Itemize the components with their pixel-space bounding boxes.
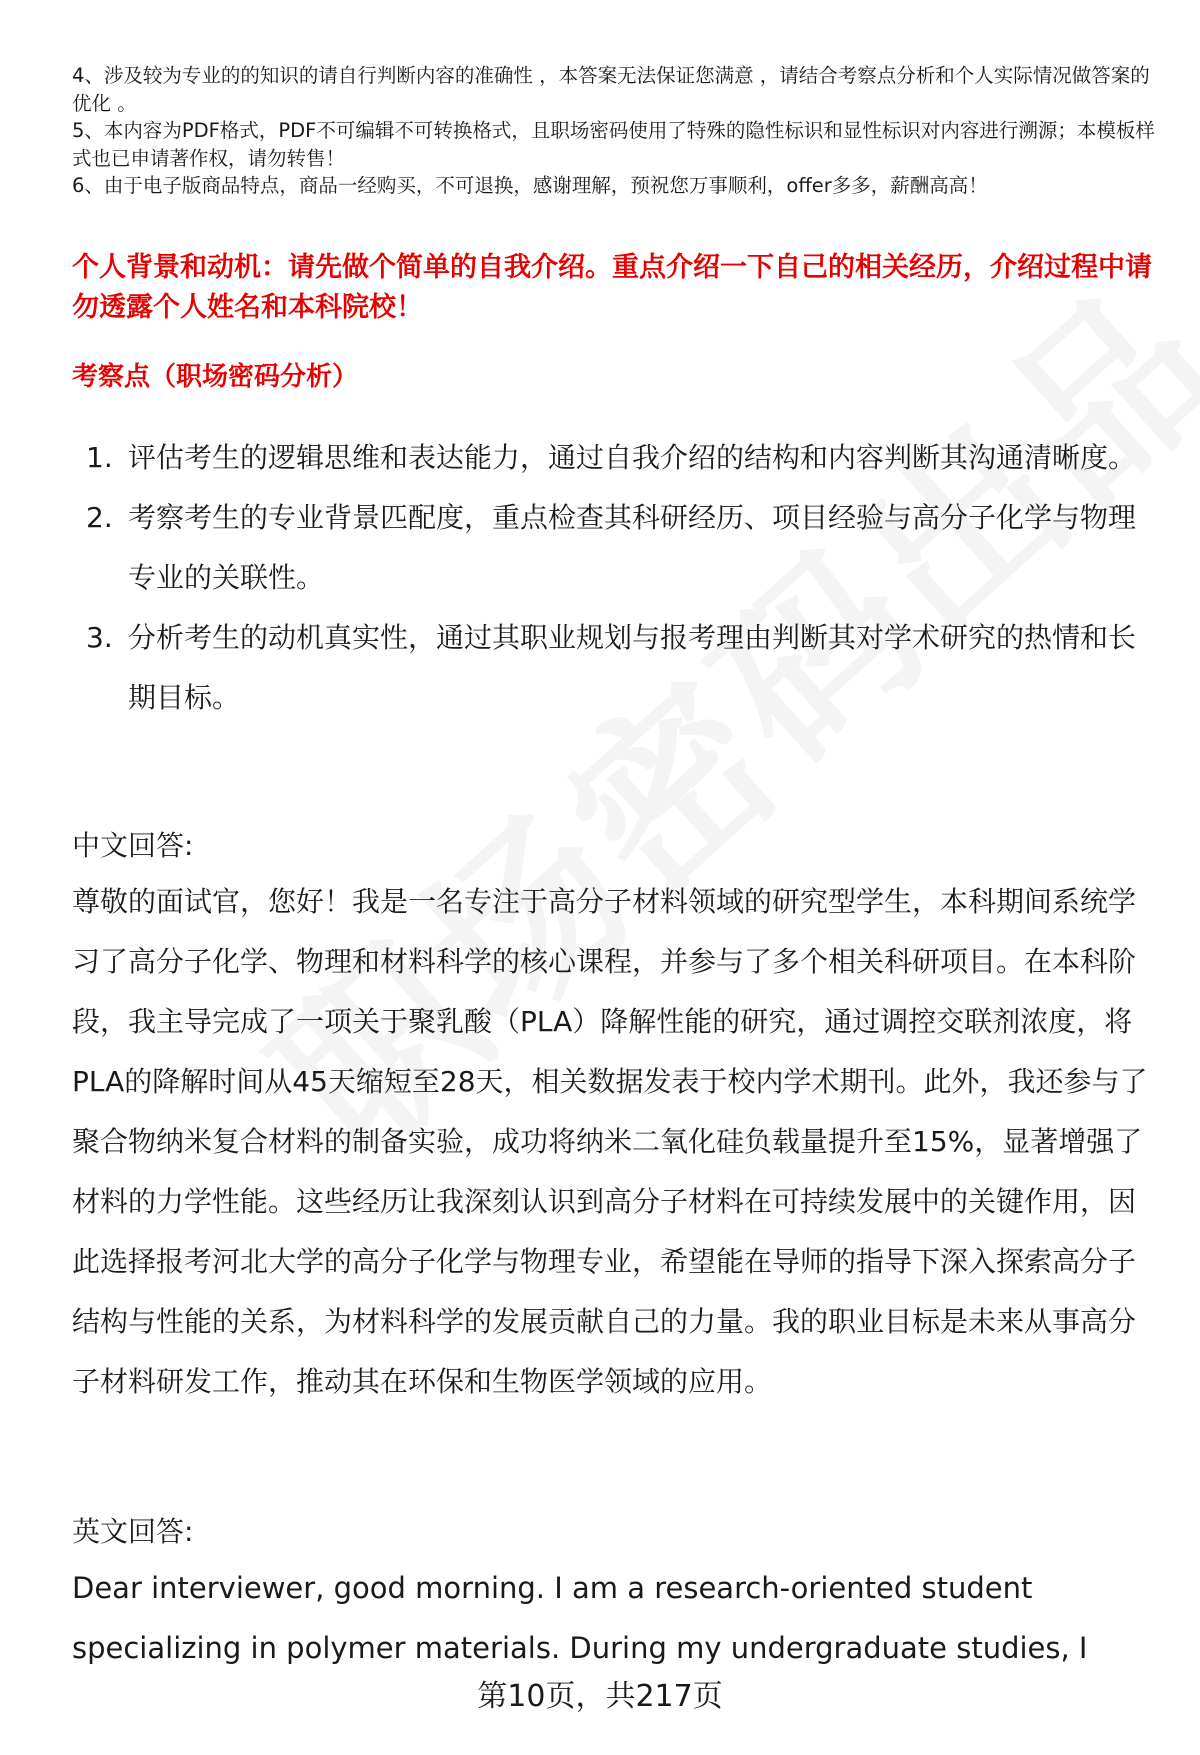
page-number: 第10页，共217页 bbox=[477, 1679, 723, 1714]
list-item bbox=[72, 488, 1162, 608]
list-item bbox=[72, 428, 1162, 488]
english-answer-text: Dear interviewer, good morning. I am a research-oriented student specializing in polymer materials. During my undergraduate studies, I bbox=[72, 1571, 1088, 1665]
list-number: 1. bbox=[86, 441, 113, 474]
list-text: 考察考生的专业背景匹配度，重点检查其科研经历、项目经验与高分子化学与物理专业的关联性。 bbox=[128, 501, 1137, 594]
english-answer-label: 英文回答: bbox=[72, 1515, 194, 1548]
note-item: 5、本内容为PDF格式，PDF不可编辑不可转换格式，且职场密码使用了特殊的隐性标识和显性标识对内容进行溯源；本模板样式也已申请著作权，请勿转售！ bbox=[72, 119, 1155, 170]
list-number: 3. bbox=[86, 621, 113, 654]
note-item: 6、由于电子版商品特点，商品一经购买，不可退换，感谢理解，预祝您万事顺利，offer多多，薪酬高高！ bbox=[72, 174, 988, 197]
points-list bbox=[72, 428, 1162, 728]
list-text: 分析考生的动机真实性，通过其职业规划与报考理由判断其对学术研究的热情和长期目标。 bbox=[128, 621, 1137, 714]
list-item bbox=[72, 608, 1162, 728]
note-item: 4、涉及较为专业的的知识的请自行判断内容的准确性 ，本答案无法保证您满意 ，请结合考察点分析和个人实际情况做答案的优化 。 bbox=[72, 64, 1150, 115]
chinese-answer-label: 中文回答: bbox=[72, 829, 194, 862]
notes-block bbox=[72, 62, 1162, 200]
chinese-answer-text: 尊敬的面试官，您好！我是一名专注于高分子材料领域的研究型学生，本科期间系统学习了高分子化学、物理和材料科学的核心课程，并参与了多个相关科研项目。在本科阶段，我主导完成了一项关于聚乳酸（PLA）降解性能的研究，通过调控交联剂浓度，将PLA的降解时间从45天缩短至28天，相关数据发表于校内学术期刊。此外，我还参与了聚合物纳米复合材料的制备实验，成功将纳米二氧化硅负载量提升至15%，显著增强了材料的力学性能。这些经历让我深刻认识到高分子材料在可持续发展中的关键作用，因此选择报考河北大学的高分子化学与物理专业，希望能在导师的指导下深入探索高分子结构与性能的关系，为材料科学的发展贡献自己的力量。我的职业目标是未来从事高分子材料研发工作，推动其在环保和生物医学领域的应用。 bbox=[72, 885, 1148, 1398]
list-text: 评估考生的逻辑思维和表达能力，通过自我介绍的结构和内容判断其沟通清晰度。 bbox=[128, 441, 1137, 474]
points-title: 考察点（职场密码分析） bbox=[72, 362, 359, 392]
list-number: 2. bbox=[86, 501, 113, 534]
question-heading: 个人背景和动机：请先做个简单的自我介绍。重点介绍一下自己的相关经历，介绍过程中请勿透露个人姓名和本科院校！ bbox=[72, 252, 1152, 323]
